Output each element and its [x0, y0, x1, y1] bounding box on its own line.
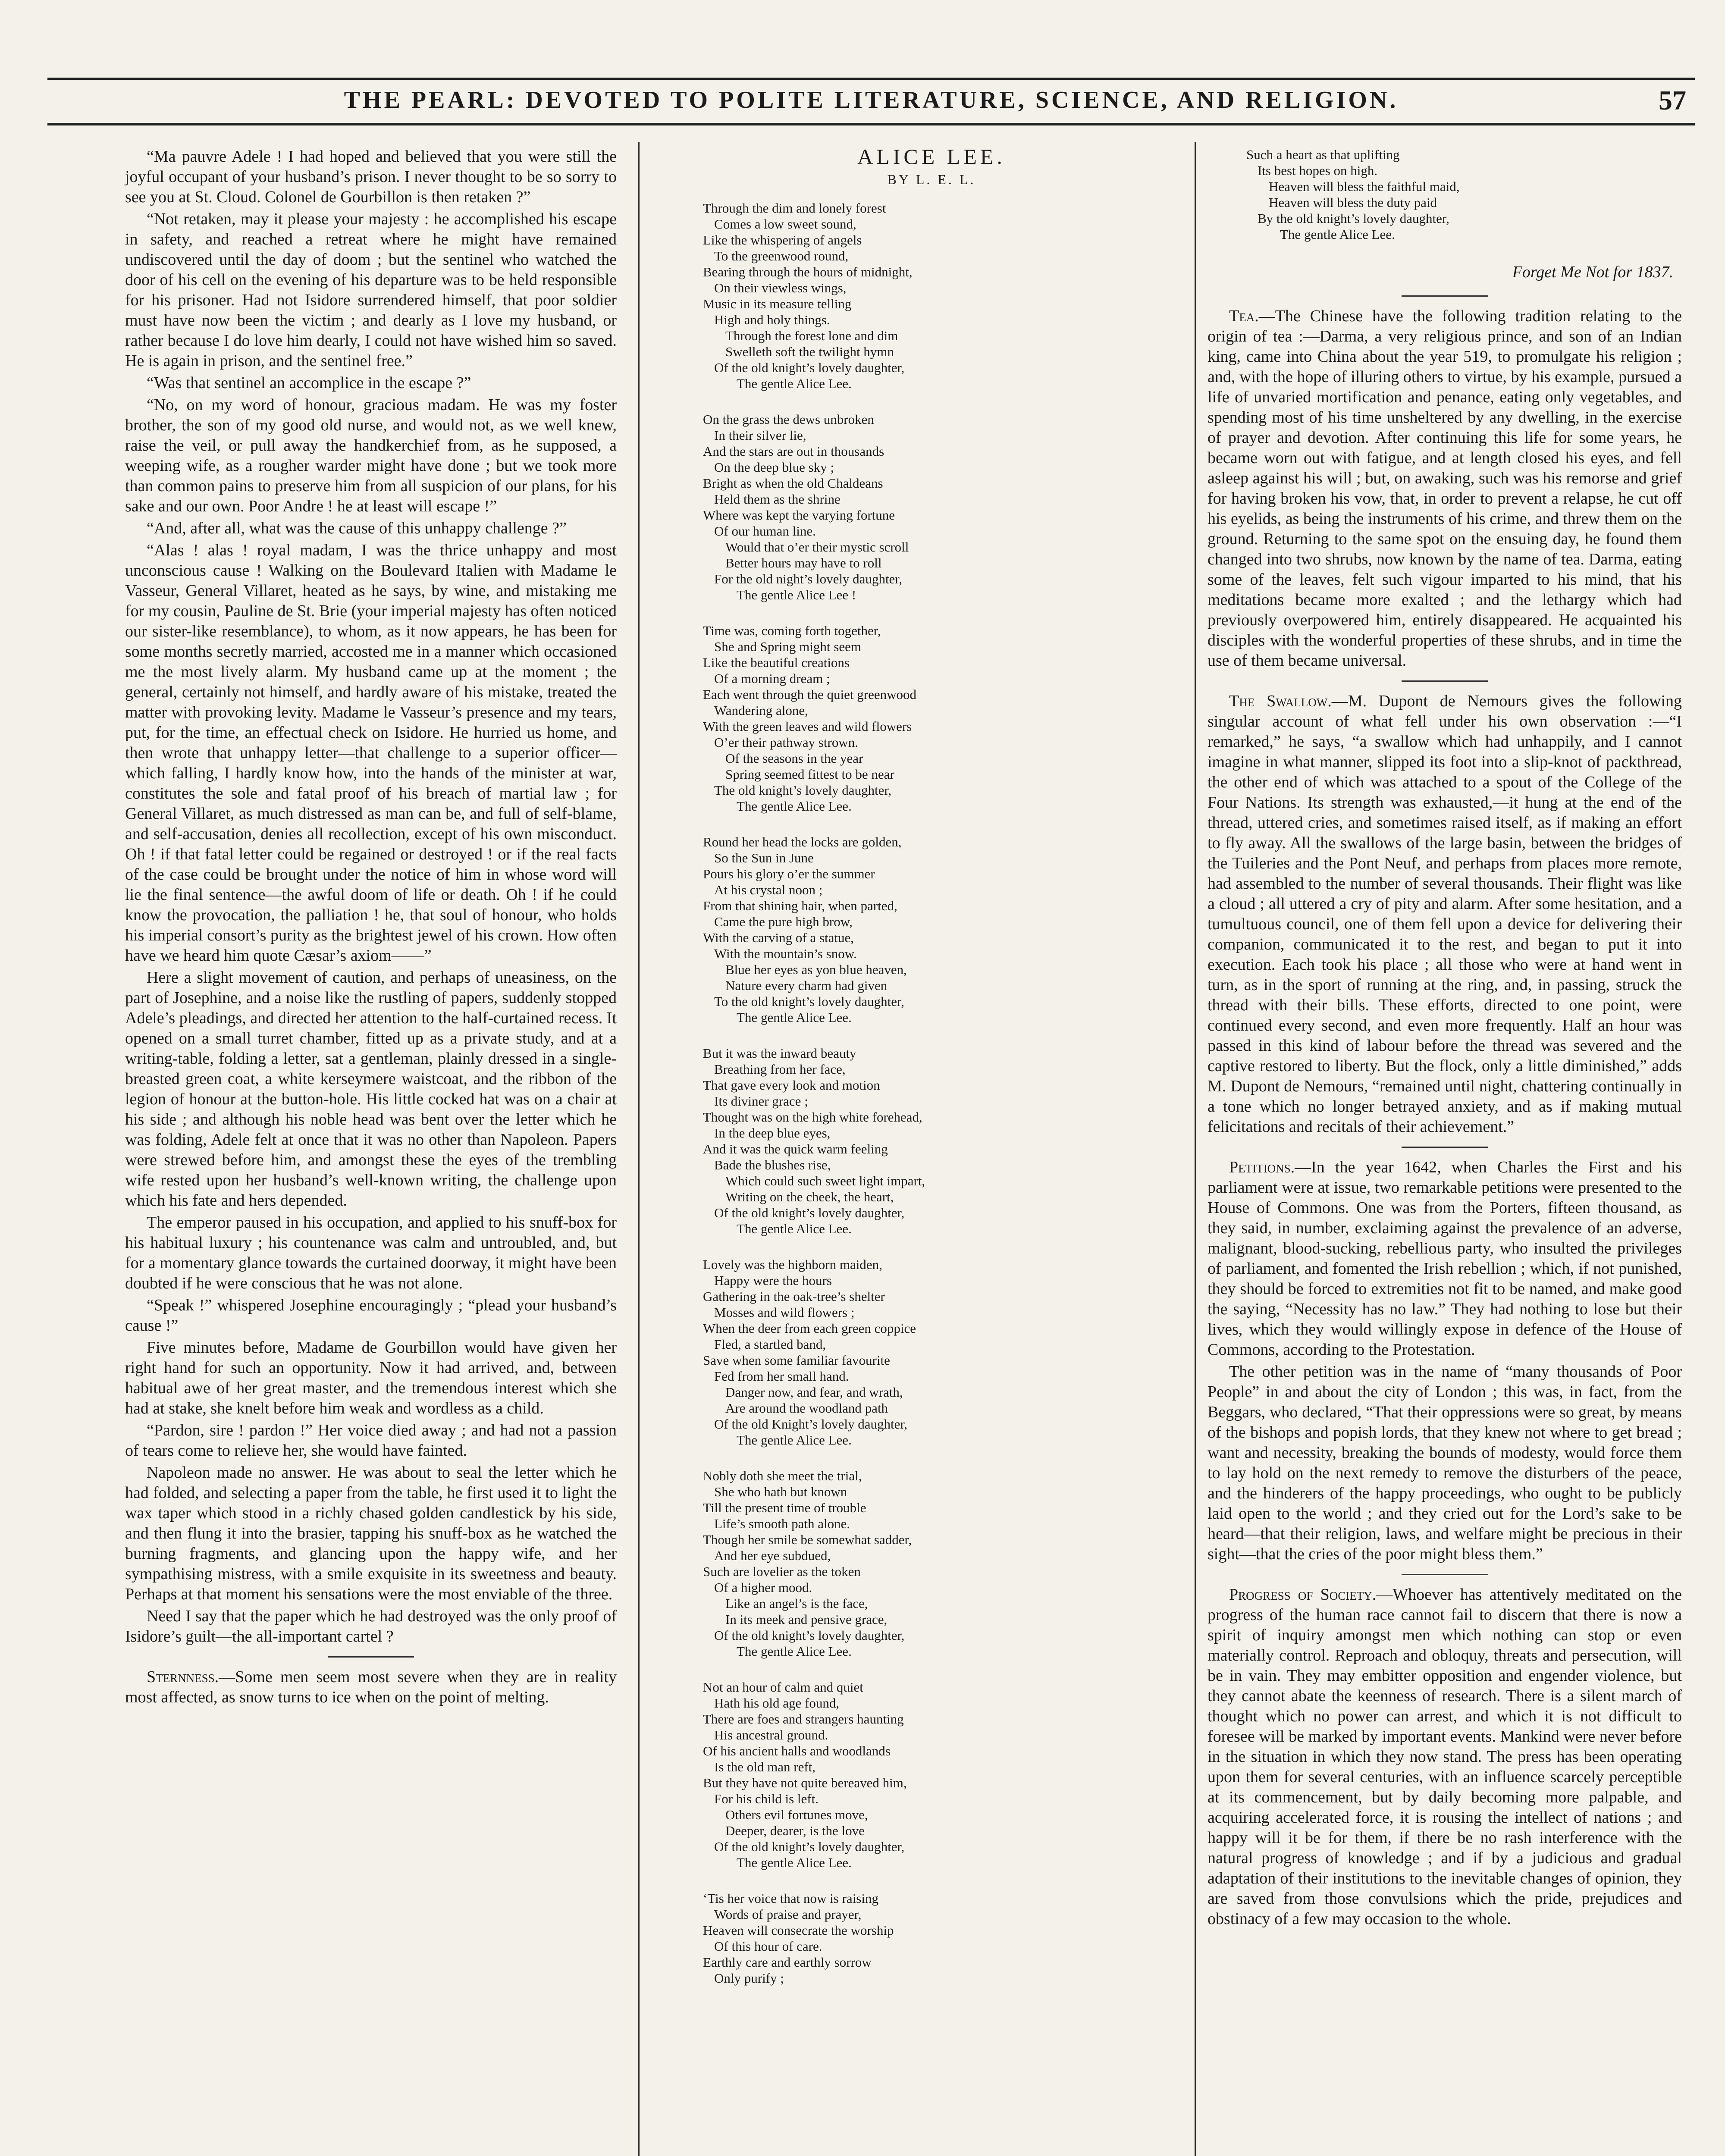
- poem-stanza: [703, 623, 1199, 814]
- poem-line: The gentle Alice Lee.: [737, 376, 852, 391]
- poem-line: The gentle Alice Lee.: [1280, 227, 1395, 242]
- poem-stanza: [703, 834, 1199, 1025]
- header-rule-bottom: [47, 123, 1695, 125]
- poem-line: Writing on the cheek, the heart,: [725, 1189, 894, 1204]
- poem-line: On the deep blue sky ;: [714, 460, 834, 475]
- sternness-paragraph: [125, 1667, 617, 1708]
- poem-line: Its best hopes on high.: [1258, 163, 1378, 178]
- story-paragraph: The emperor paused in his occupation, and applied to his snuff-box for his habitual luxury ; his countenance was calm and untroubled, and, but for a momentary glance towards the curtained doorway, it might have been doubted if he were conscious that he was not alone.: [125, 1213, 617, 1292]
- poem-line: From that shining hair, when parted,: [703, 898, 897, 913]
- poem-line: Not an hour of calm and quiet: [703, 1680, 863, 1695]
- left-column: [125, 147, 617, 1709]
- poem-line: She who hath but known: [714, 1484, 847, 1499]
- poem-line: Till the present time of trouble: [703, 1500, 866, 1515]
- progress-heading: Progress of Society.: [1229, 1586, 1377, 1604]
- poem-line: Bearing through the hours of midnight,: [703, 264, 913, 279]
- poem-line: On the grass the dews unbroken: [703, 412, 874, 427]
- poem-line: Round her head the locks are golden,: [703, 834, 902, 849]
- poem-line: The gentle Alice Lee.: [737, 1010, 852, 1025]
- poem-line: Of the old knight’s lovely daughter,: [714, 1628, 905, 1643]
- poem-line: Like the beautiful creations: [703, 655, 850, 670]
- poem-line: With the mountain’s snow.: [714, 946, 857, 961]
- poem-stanza: [703, 1890, 1199, 1986]
- poem-line: Heaven will bless the faithful maid,: [1269, 179, 1460, 194]
- poem-line: To the greenwood round,: [714, 248, 849, 263]
- poem-line: Like the whispering of angels: [703, 232, 862, 248]
- page-number: 57: [1659, 85, 1686, 116]
- poem-line: Breathing from her face,: [714, 1062, 846, 1077]
- sternness-heading: Sternness.: [147, 1668, 219, 1686]
- poem-line: Such a heart as that uplifting: [1246, 147, 1400, 162]
- poem-line: In their silver lie,: [714, 428, 806, 443]
- poem-line: Happy were the hours: [714, 1273, 832, 1288]
- poem-line: Time was, coming forth together,: [703, 623, 881, 638]
- poem-line: By the old knight’s lovely daughter,: [1258, 211, 1449, 226]
- story-paragraph: Need I say that the paper which he had destroyed was the only proof of Isidore’s guilt—the all-important cartel ?: [125, 1607, 617, 1645]
- poem-line: The old knight’s lovely daughter,: [714, 783, 892, 798]
- poem-line: Of a morning dream ;: [714, 671, 830, 686]
- poem-line: Of the old Knight’s lovely daughter,: [714, 1416, 908, 1432]
- poem-line: O’er their pathway strown.: [714, 735, 859, 750]
- petitions-heading: Petitions.: [1229, 1158, 1295, 1176]
- progress-text: —Whoever has attentively meditated on the progress of the human race cannot fail to discern that there is now a spirit of inquiry amongst men which nothing can stop or even materially control. Reproach and obloquy, threats and persecution, will be in vain. They may embitter opposition and engender violence, but they cannot abate the keenness of research. There is a silent march of thought which no power can arrest, and which it is not difficult to foresee will be marked by important events. Mankind were never before in the situation in which they now stand. The press has been operating upon them for several centuries, with an influence scarcely perceptible at its commencement, but by daily becoming more palpable, and acquiring accelerated force, it is rousing the intellect of nations ; and happy will it be for them, if there be no rash interference with the natural progress of knowledge ; and if by a judicious and gradual adaptation of their institutions to the inevitable changes of opinion, they are saved from those convulsions which the pride, prejudices and obstinacy of a few may occasion to the whole.: [1208, 1586, 1682, 1928]
- section-divider: [328, 1656, 414, 1658]
- poem-line: The gentle Alice Lee.: [737, 1855, 852, 1870]
- poem-line: Comes a low sweet sound,: [714, 216, 856, 232]
- poem-line: Of his ancient halls and woodlands: [703, 1743, 891, 1758]
- petitions-paragraph-2: The other petition was in the name of “many thousands of Poor People” in and about the city of London ; this was, in fact, from the Beggars, who declared, “That their oppressions were so great, by means of the bishops and popish lords, that they knew not where to get bread ; want and necessity, breaking the bounds of modesty, would force them to lay hold on the next remedy to remove the disturbers of the peace, and the hinderers of the happy proceedings, who ought to be publicly laid open to the world ; and they cried out for the Lord’s sake to be heard—that their religion, laws, and welfare might be precious in their sight—that the cries of the poor might bless them.”: [1208, 1363, 1682, 1563]
- tea-heading: Tea.: [1229, 307, 1259, 325]
- poem-column: [664, 144, 1199, 2006]
- poem-line: There are foes and strangers haunting: [703, 1711, 904, 1727]
- poem-line: Swelleth soft the twilight hymn: [725, 344, 894, 359]
- poem-line: Thought was on the high white forehead,: [703, 1109, 922, 1125]
- poem-line: Nature every charm had given: [725, 978, 888, 993]
- section-divider: [1402, 1574, 1488, 1575]
- poem-line: So the Sun in June: [714, 850, 814, 865]
- poem-line: In its meek and pensive grace,: [725, 1612, 888, 1627]
- poem-line: Bade the blushes rise,: [714, 1157, 831, 1172]
- poem-line: Blue her eyes as yon blue heaven,: [725, 962, 907, 977]
- tea-text: —The Chinese have the following tradition relating to the origin of tea :—Darma, a very religious prince, and son of an Indian king, came into China about the year 519, to promulgate his religion ; and, with the hope of illuring others to virtue, by his example, pursued a life of unvaried mortification and penance, eating only vegetables, and spending most of his time unsheltered by any dwelling, in the exercise of prayer and devotion. After continuing this life for some years, he became worn out with fatigue, and at length closed his eyes, and fell asleep against his will ; but, on awaking, such was his remorse and grief for having broken his vow, that, in order to prevent a relapse, he cut off his eyelids, as being the instruments of his crime, and threw them on the ground. Returning to the same spot on the ensuing day, he found them changed into two shrubs, now known by the name of tea. Darma, eating some of the leaves, felt such vigour imparted to his mind, that his meditations became more exalted ; and the lethargy which had previously overpowered him, entirely disappeared. He acquainted his disciples with the wonderful properties of these shrubs, and in time the use of them became universal.: [1208, 307, 1682, 670]
- poem-line: Through the forest lone and dim: [725, 328, 898, 343]
- petitions-paragraph: [1208, 1157, 1682, 1360]
- poem-line: Better hours may have to roll: [725, 555, 882, 570]
- right-column: [1208, 147, 1682, 1931]
- poem-line: Mosses and wild flowers ;: [714, 1305, 855, 1320]
- poem-line: But it was the inward beauty: [703, 1046, 856, 1061]
- poem-line: Held them as the shrine: [714, 492, 841, 507]
- poem-line: Nobly doth she meet the trial,: [703, 1468, 862, 1483]
- poem-line: Would that o’er their mystic scroll: [725, 539, 909, 555]
- poem-line: Of a higher mood.: [714, 1580, 812, 1595]
- poem-line: Pours his glory o’er the summer: [703, 866, 875, 881]
- poem-line: Through the dim and lonely forest: [703, 201, 886, 216]
- story-paragraph: Here a slight movement of caution, and perhaps of uneasiness, on the part of Josephine, and a noise like the rustling of papers, suddenly stopped Adele’s pleadings, and directed her attention to the half-curtained recess. It opened on a small turret chamber, fitted up as a private study, and at a writing-table, folding a letter, sat a gentleman, plainly dressed in a single-breasted green coat, a white kerseymere waistcoat, and the ribbon of the legion of honour at the button-hole. His little cocked hat was on a chair at his side ; and although his noble head was bent over the letter which he was folding, Adele felt at once that it was no other than Napoleon. Papers were strewed before him, and amongst these the eyes of the trembling wife rested upon her husband’s well-known writing, the challenge upon which his fate and hers depended.: [125, 968, 617, 1210]
- poem-line: Gathering in the oak-tree’s shelter: [703, 1289, 885, 1304]
- poem-line: Fed from her small hand.: [714, 1369, 849, 1384]
- poem-line: But they have not quite bereaved him,: [703, 1775, 907, 1790]
- poem-line: ‘Tis her voice that now is raising: [703, 1891, 878, 1906]
- poem-line: Which could such sweet light impart,: [725, 1173, 925, 1188]
- poem-line: For his child is left.: [714, 1791, 819, 1806]
- poem-line: Of our human line.: [714, 523, 816, 539]
- poem-line: Of the old knight’s lovely daughter,: [714, 1839, 905, 1854]
- poem-line: The gentle Alice Lee !: [737, 587, 856, 602]
- poem-line: Music in its measure telling: [703, 296, 852, 311]
- poem-line: Earthly care and earthly sorrow: [703, 1955, 872, 1970]
- section-divider: [1402, 680, 1488, 682]
- poem-line: Others evil fortunes move,: [725, 1807, 868, 1822]
- poem-line: And the stars are out in thousands: [703, 444, 884, 459]
- poem-attribution: Forget Me Not for 1837.: [1512, 263, 1673, 281]
- story-paragraph: “Was that sentinel an accomplice in the escape ?”: [147, 374, 471, 392]
- poem-line: His ancestral ground.: [714, 1727, 828, 1742]
- poem-line: Its diviner grace ;: [714, 1094, 808, 1109]
- progress-paragraph: [1208, 1585, 1682, 1929]
- poem-line: Life’s smooth path alone.: [714, 1516, 850, 1531]
- story-paragraph: “Speak !” whispered Josephine encouragingly ; “plead your husband’s cause !”: [125, 1296, 617, 1335]
- poem-line: Heaven will bless the duty paid: [1269, 195, 1437, 210]
- poem-line: To the old knight’s lovely daughter,: [714, 994, 904, 1009]
- swallow-paragraph: [1208, 691, 1682, 1137]
- poem-title: ALICE LEE.: [857, 144, 1006, 169]
- column-rule-left: [638, 142, 640, 2156]
- poem-line: Of the old knight’s lovely daughter,: [714, 1205, 905, 1220]
- swallow-heading: The Swallow.: [1229, 692, 1332, 710]
- poem-author: BY L. E. L.: [887, 172, 976, 187]
- poem-stanza: [703, 1257, 1199, 1448]
- poem-line: Danger now, and fear, and wrath,: [725, 1385, 903, 1400]
- poem-line: Lovely was the highborn maiden,: [703, 1257, 882, 1272]
- petitions-text: —In the year 1642, when Charles the First and his parliament were at issue, two remarkable petitions were presented to the House of Commons. One was from the Porters, fifteen thousand, as they said, in number, exclaiming against the prevalence of an adverse, malignant, blood-sucking, rebellious party, who insulted the privileges of parliament, and fomented the Irish rebellion ; which, if not punished, they should be forced to extremities not fit to be named, and make good the saying, “Necessity has no law.” They had nothing to lose but their lives, which they would willingly expose in defence of the House of Commons, according to the Protestation.: [1208, 1158, 1682, 1359]
- story-paragraph: “And, after all, what was the cause of this unhappy challenge ?”: [147, 519, 567, 537]
- poem-line: Words of praise and prayer,: [714, 1907, 862, 1922]
- poem-line: Of the seasons in the year: [725, 751, 863, 766]
- story-paragraph: “Ma pauvre Adele ! I had hoped and believed that you were still the joyful occupant of your husband’s prison. I never thought to be so sorry to see you at St. Cloud. Colonel de Gourbillon is then retaken ?”: [125, 147, 617, 206]
- poem-line: In the deep blue eyes,: [714, 1125, 831, 1141]
- story-paragraph: “Alas ! alas ! royal madam, I was the thrice unhappy and most unconscious cause ! Walking on the Boulevard Italien with Madame le Vasseur, General Villaret, heated as he says, by wine, and mistaking me for my cousin, Pauline de St. Brie (your imperial majesty has often noticed our sister-like resemblance), to whom, as it now appears, he has been for some months secretly married, accosted me in a manner which occasioned me the most lively alarm. My husband came up at the moment ; the general, certainly not himself, and hardly aware of his mistake, treated the matter with provoking levity. Madame le Vasseur’s presence and my tears, put, for the time, an effectual check on Isidore. He hurried us home, and then wrote that unhappy letter—that challenge to a superior officer—which falling, I hardly know how, into the hands of the minister at war, constitutes the sole and fatal proof of his breach of martial law ; for General Villaret, as much distressed as man can be, and full of self-blame, and self-accusation, denies all recollection, except of his own misconduct. Oh ! if that fatal letter could be regained or destroyed ! or if the real facts of the case could be brought under the notice of him in whose word will lie the final sentence—the awful doom of life or death. Oh ! if he could know the provocation, the palliation ! he, that soul of honour, who holds his imperial consort’s purity as the brightest jewel of his crown. How often have we heard him quote Cæsar’s axiom——”: [125, 541, 617, 965]
- poem-final-stanza: [1246, 147, 1682, 242]
- poem-stanza: [703, 200, 1199, 392]
- story-paragraph: “No, on my word of honour, gracious madam. He was my foster brother, the son of my good old nurse, and would not, as we well knew, raise the veil, or pull away the handkerchief from, as he supposed, a weeping wife, as a rougher warder might have done ; but we took more than common pains to preserve him from all suspicion of our plans, for his sake and our own. Poor Andre ! he at least will escape !”: [125, 396, 617, 515]
- poem-line: With the green leaves and wild flowers: [703, 719, 912, 734]
- running-head: THE PEARL: DEVOTED TO POLITE LITERATURE, SCIENCE, AND RELIGION.: [344, 87, 1399, 113]
- poem-line: Of the old knight’s lovely daughter,: [714, 360, 905, 375]
- poem-line: When the deer from each green coppice: [703, 1321, 916, 1336]
- poem-line: On their viewless wings,: [714, 280, 847, 295]
- story-paragraph: Five minutes before, Madame de Gourbillon would have given her right hand for such an opportunity. Now it had arrived, and, between habitual awe of her great master, and the tremendous interest which she had at stake, she knelt before him weak and wordless as a child.: [125, 1338, 617, 1417]
- poem-stanza: [703, 411, 1199, 603]
- poem-stanzas: [664, 200, 1199, 1986]
- poem-line: Though her smile be somewhat sadder,: [703, 1532, 912, 1547]
- swallow-text: —M. Dupont de Nemours gives the following singular account of what fell under his own observation :—“I remarked,” he says, “a swallow which had unhappily, and I cannot imagine in what manner, slipped its foot into a slip-knot of packthread, the other end of which was attached to a spout of the College of the Four Nations. Its strength was exhausted,—it hung at the end of the thread, uttered cries, and sometimes raised itself, as if making an effort to fly away. All the swallows of the large basin, between the bridges of the Tuileries and the Pont Neuf, and perhaps from places more remote, had assembled to the number of several thousands. Their flight was like a cloud ; all uttered a cry of pity and alarm. After some hesitation, and a tumultuous council, one of them fell upon a device for delivering their companion, communicated it to the rest, and began to put it into execution. Each took his place ; all those who were at hand went in turn, as in the sport of running at the ring, and, in passing, struck the thread with their bills. These efforts, directed to one point, were continued every second, and even more frequently. Half an hour was passed in this kind of labour before the thread was severed and the captive restored to liberty. But the flock, only a little diminished,” adds M. Dupont de Nemours, “remained until night, chattering continually in a tone which no longer betrayed anxiety, and as if making mutual felicitations and recitals of their achievement.”: [1208, 692, 1682, 1136]
- poem-line: Like an angel’s is the face,: [725, 1596, 868, 1611]
- section-divider: [1402, 295, 1488, 297]
- sternness-text: —Some men seem most severe when they are in reality most affected, as snow turns to ice when on the point of melting.: [125, 1668, 617, 1706]
- poem-line: High and holy things.: [714, 312, 830, 327]
- poem-stanza: [703, 1045, 1199, 1237]
- poem-line: Wandering alone,: [714, 703, 808, 718]
- poem-line: Only purify ;: [714, 1971, 784, 1986]
- poem-line: That gave every look and motion: [703, 1078, 880, 1093]
- poem-line: And it was the quick warm feeling: [703, 1141, 888, 1156]
- poem-line: For the old night’s lovely daughter,: [714, 571, 903, 586]
- poem-line: Each went through the quiet greenwood: [703, 687, 916, 702]
- poem-line: Where was kept the varying fortune: [703, 508, 895, 523]
- poem-line: Deeper, dearer, is the love: [725, 1823, 865, 1838]
- story-paragraph: “Pardon, sire ! pardon !” Her voice died away ; and had not a passion of tears come to relieve her, she would have fainted.: [125, 1421, 617, 1460]
- poem-line: And her eye subdued,: [714, 1548, 831, 1563]
- poem-line: Are around the woodland path: [725, 1401, 888, 1416]
- poem-stanza: [703, 1468, 1199, 1659]
- poem-line: The gentle Alice Lee.: [737, 1221, 852, 1236]
- tea-paragraph: [1208, 306, 1682, 671]
- poem-line: The gentle Alice Lee.: [737, 1432, 852, 1448]
- poem-line: With the carving of a statue,: [703, 930, 854, 945]
- poem-line: She and Spring might seem: [714, 639, 861, 654]
- poem-line: Save when some familiar favourite: [703, 1353, 890, 1368]
- poem-line: Bright as when the old Chaldeans: [703, 476, 883, 491]
- poem-line: Such are lovelier as the token: [703, 1564, 861, 1579]
- section-divider: [1402, 1147, 1488, 1148]
- poem-line: Fled, a startled band,: [714, 1337, 826, 1352]
- poem-line: The gentle Alice Lee.: [737, 799, 852, 814]
- poem-line: Came the pure high brow,: [714, 914, 853, 929]
- story-paragraph: “Not retaken, may it please your majesty : he accomplished his escape in safety, and reached a retreat where he might have remained undiscovered until the day of doom ; but the sentinel who watched the door of his cell on the evening of his departure was to be held responsible for his prisoner. Had not Isidore surrendered himself, that poor soldier must have now been the victim ; and dearly as I love my husband, or rather because I do love him dearly, I could not have wished him so saved. He is again in prison, and the sentinel free.”: [125, 210, 617, 370]
- poem-stanza: [703, 1679, 1199, 1871]
- poem-line: Hath his old age found,: [714, 1695, 840, 1711]
- poem-line: Spring seemed fittest to be near: [725, 767, 894, 782]
- story-paragraph: Napoleon made no answer. He was about to seal the letter which he had folded, and selecting a paper from the table, he first used it to light the wax taper which stood in a richly chased golden candlestick by his side, and then flung it into the brasier, tapping his snuff-box as he watched the burning fragments, and glancing upon the happy wife, and her sympathising mistress, with a smile exquisite in its sweetness and beauty. Perhaps at that moment his sensations were the most enviable of the three.: [125, 1463, 617, 1603]
- poem-line: At his crystal noon ;: [714, 882, 823, 897]
- poem-line: Of this hour of care.: [714, 1939, 822, 1954]
- header-rule-top: [47, 78, 1695, 80]
- poem-line: Is the old man reft,: [714, 1759, 816, 1774]
- poem-line: Heaven will consecrate the worship: [703, 1923, 894, 1938]
- poem-line: The gentle Alice Lee.: [737, 1644, 852, 1659]
